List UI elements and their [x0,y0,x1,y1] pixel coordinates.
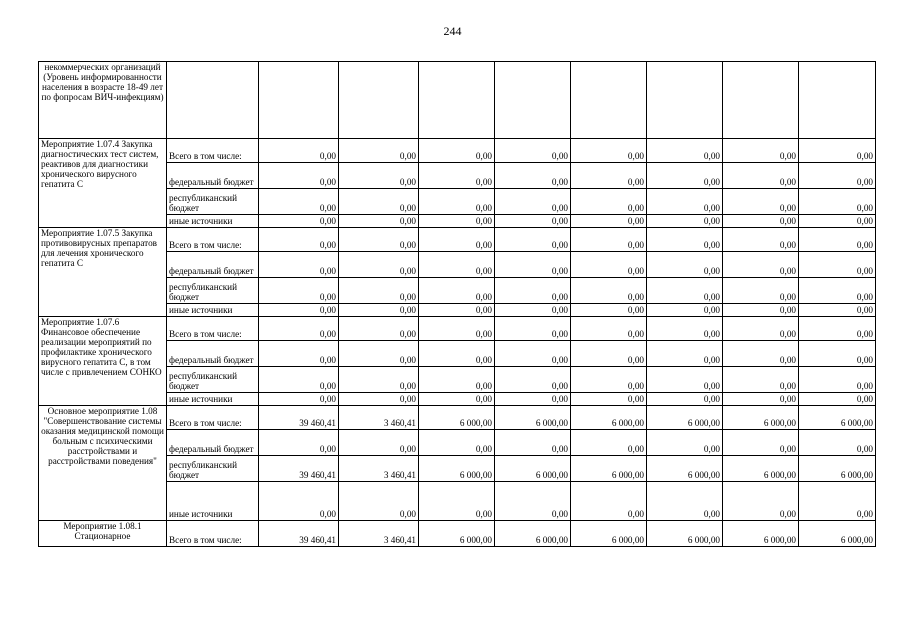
funding-source: иные источники [167,482,259,521]
amount-cell: 0,00 [647,252,723,278]
amount-cell: 0,00 [339,252,419,278]
funding-source: республиканский бюджет [167,189,259,215]
funding-source: иные источники [167,393,259,406]
amount-cell: 0,00 [571,278,647,304]
amount-cell: 0,00 [571,367,647,393]
amount-cell: 6 000,00 [419,406,495,430]
amount-cell: 0,00 [495,304,571,317]
amount-cell: 0,00 [571,252,647,278]
activity-name: Мероприятие 1.07.6 Финансовое обеспечение реализации мероприятий по профилактике хронического вирусного гепатита С, в том числе с привлечением СОНКО [39,317,167,406]
amount-cell: 39 460,41 [259,456,339,482]
amount-cell: 0,00 [647,228,723,252]
amount-cell: 0,00 [723,367,799,393]
funding-source: республиканский бюджет [167,278,259,304]
amount-cell: 0,00 [723,252,799,278]
activity-name: Мероприятие 1.07.4 Закупка диагностических тест систем, реактивов для диагностики хронического вирусного гепатита С [39,139,167,228]
amount-cell: 0,00 [647,367,723,393]
amount-cell: 0,00 [571,482,647,521]
amount-cell: 0,00 [723,228,799,252]
amount-cell: 6 000,00 [571,521,647,547]
amount-cell: 0,00 [647,215,723,228]
amount-cell: 0,00 [647,139,723,163]
amount-cell: 0,00 [647,430,723,456]
amount-cell: 6 000,00 [571,456,647,482]
amount-cell: 0,00 [723,278,799,304]
amount-cell: 0,00 [571,304,647,317]
amount-cell: 0,00 [259,139,339,163]
amount-cell: 0,00 [495,482,571,521]
amount-cell: 0,00 [419,163,495,189]
amount-cell: 0,00 [419,317,495,341]
amount-cell: 0,00 [339,304,419,317]
amount-cell: 0,00 [723,317,799,341]
amount-cell: 0,00 [723,189,799,215]
amount-cell: 0,00 [799,215,876,228]
amount-cell: 0,00 [723,430,799,456]
table-row [39,139,876,163]
amount-cell: 0,00 [647,189,723,215]
amount-cell: 0,00 [799,139,876,163]
table-row [39,406,876,430]
funding-source: иные источники [167,304,259,317]
amount-cell: 0,00 [339,278,419,304]
amount-cell: 0,00 [419,278,495,304]
table-row [39,228,876,252]
amount-cell: 0,00 [259,215,339,228]
amount-cell: 0,00 [571,189,647,215]
amount-cell: 6 000,00 [419,456,495,482]
amount-cell: 0,00 [571,317,647,341]
amount-cell: 6 000,00 [799,456,876,482]
amount-cell: 0,00 [419,304,495,317]
amount-cell: 39 460,41 [259,406,339,430]
amount-cell: 0,00 [419,215,495,228]
amount-cell: 6 000,00 [495,521,571,547]
amount-cell: 0,00 [799,367,876,393]
amount-cell: 0,00 [799,304,876,317]
amount-cell: 0,00 [495,189,571,215]
amount-cell: 0,00 [647,304,723,317]
amount-cell: 0,00 [419,430,495,456]
amount-cell: 6 000,00 [419,521,495,547]
amount-cell: 0,00 [571,215,647,228]
amount-cell: 6 000,00 [647,406,723,430]
amount-cell: 6 000,00 [495,406,571,430]
amount-cell: 0,00 [259,430,339,456]
funding-source: иные источники [167,215,259,228]
continuation-text: некоммерческих организаций (Уровень информированности населения в возрасте 18-49 лет по фопросам ВИЧ-инфекциям) [39,62,167,139]
amount-cell: 0,00 [799,278,876,304]
budget-table [38,61,876,547]
amount-cell: 6 000,00 [723,521,799,547]
amount-cell: 0,00 [495,317,571,341]
amount-cell: 0,00 [495,215,571,228]
activity-name: Мероприятие 1.07.5 Закупка противовирусных препаратов для лечения хронического гепатита С [39,228,167,317]
amount-cell: 0,00 [419,341,495,367]
amount-cell: 0,00 [339,189,419,215]
amount-cell: 0,00 [339,367,419,393]
amount-cell: 6 000,00 [799,521,876,547]
amount-cell: 0,00 [259,341,339,367]
amount-cell: 0,00 [339,139,419,163]
activity-name: Основное мероприятие 1.08 "Совершенствование системы оказания медицинской помощи больным с психическими расстройствами и расстройствами поведения" [39,406,167,521]
amount-cell: 0,00 [723,215,799,228]
amount-cell: 0,00 [419,228,495,252]
amount-cell: 0,00 [259,482,339,521]
amount-cell: 0,00 [799,189,876,215]
amount-cell: 0,00 [259,393,339,406]
amount-cell: 0,00 [799,317,876,341]
amount-cell: 0,00 [339,163,419,189]
amount-cell: 0,00 [571,228,647,252]
amount-cell: 0,00 [495,163,571,189]
amount-cell: 0,00 [339,215,419,228]
amount-cell: 0,00 [723,139,799,163]
funding-source: федеральный бюджет [167,341,259,367]
amount-cell: 0,00 [799,393,876,406]
amount-cell: 0,00 [571,341,647,367]
amount-cell: 0,00 [647,393,723,406]
amount-cell: 0,00 [723,341,799,367]
funding-source: федеральный бюджет [167,430,259,456]
funding-source: республиканский бюджет [167,456,259,482]
amount-cell: 0,00 [495,367,571,393]
amount-cell: 3 460,41 [339,456,419,482]
funding-source: федеральный бюджет [167,163,259,189]
amount-cell: 0,00 [339,430,419,456]
funding-source: Всего в том числе: [167,521,259,547]
amount-cell: 0,00 [495,252,571,278]
amount-cell: 0,00 [799,430,876,456]
amount-cell: 6 000,00 [647,456,723,482]
amount-cell: 0,00 [495,278,571,304]
amount-cell: 0,00 [799,341,876,367]
amount-cell: 0,00 [647,163,723,189]
amount-cell: 0,00 [495,341,571,367]
amount-cell: 0,00 [419,393,495,406]
amount-cell: 0,00 [495,430,571,456]
amount-cell: 0,00 [571,163,647,189]
amount-cell: 0,00 [259,304,339,317]
amount-cell: 0,00 [799,482,876,521]
amount-cell: 0,00 [723,393,799,406]
amount-cell: 0,00 [799,228,876,252]
amount-cell: 0,00 [259,228,339,252]
amount-cell: 0,00 [259,252,339,278]
table-row [39,521,876,547]
amount-cell: 0,00 [647,341,723,367]
amount-cell: 6 000,00 [495,456,571,482]
amount-cell: 0,00 [419,252,495,278]
table-row [39,317,876,341]
amount-cell: 0,00 [339,317,419,341]
amount-cell: 0,00 [339,482,419,521]
amount-cell: 0,00 [799,163,876,189]
amount-cell: 0,00 [799,252,876,278]
amount-cell: 0,00 [647,482,723,521]
amount-cell: 0,00 [259,278,339,304]
amount-cell: 0,00 [339,228,419,252]
amount-cell: 0,00 [647,317,723,341]
amount-cell: 6 000,00 [723,406,799,430]
continuation-row [39,62,876,139]
amount-cell: 0,00 [723,163,799,189]
amount-cell: 0,00 [259,367,339,393]
amount-cell: 0,00 [495,228,571,252]
amount-cell: 0,00 [419,482,495,521]
amount-cell: 0,00 [259,189,339,215]
amount-cell: 3 460,41 [339,521,419,547]
amount-cell: 3 460,41 [339,406,419,430]
amount-cell: 0,00 [723,482,799,521]
funding-source: Всего в том числе: [167,228,259,252]
amount-cell: 6 000,00 [571,406,647,430]
amount-cell: 0,00 [259,317,339,341]
amount-cell: 0,00 [571,393,647,406]
amount-cell: 0,00 [723,304,799,317]
amount-cell: 0,00 [495,393,571,406]
amount-cell: 0,00 [495,139,571,163]
amount-cell: 6 000,00 [799,406,876,430]
amount-cell: 0,00 [339,341,419,367]
amount-cell: 0,00 [419,189,495,215]
amount-cell: 0,00 [419,367,495,393]
funding-source: республиканский бюджет [167,367,259,393]
amount-cell: 0,00 [419,139,495,163]
page-number: 244 [443,24,462,38]
funding-source: Всего в том числе: [167,406,259,430]
amount-cell: 6 000,00 [647,521,723,547]
amount-cell: 0,00 [647,278,723,304]
amount-cell: 39 460,41 [259,521,339,547]
funding-source: Всего в том числе: [167,317,259,341]
amount-cell: 0,00 [259,163,339,189]
amount-cell: 6 000,00 [723,456,799,482]
amount-cell: 0,00 [571,139,647,163]
amount-cell: 0,00 [339,393,419,406]
amount-cell: 0,00 [571,430,647,456]
funding-source: Всего в том числе: [167,139,259,163]
activity-name: Мероприятие 1.08.1 Стационарное [39,521,167,547]
funding-source: федеральный бюджет [167,252,259,278]
